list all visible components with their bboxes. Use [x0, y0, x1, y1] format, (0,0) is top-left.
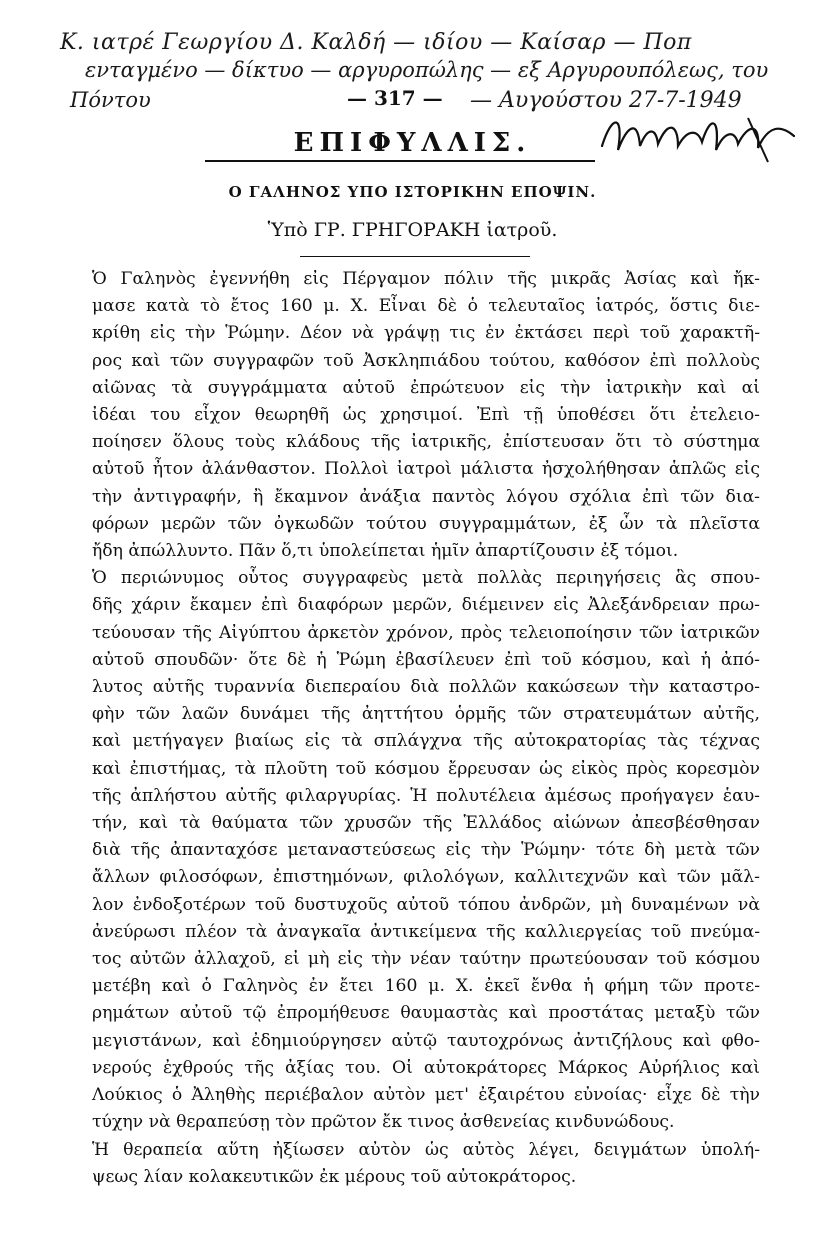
text-line: ρημάτων αὐτοῦ τῷ ἐπρομήθευσε θαυμαστὰς καὶ προστάτας μεταξὺ τῶν — [92, 1003, 760, 1024]
text-line: ποίησεν ὅλους τοὺς κλάδους τῆς ἰατρικῆς, ἐπίστευσαν ὅτι τὸ σύστημα — [92, 432, 760, 453]
page-number: — 317 — — [347, 86, 443, 110]
text-line: αἰῶνας τὰ συγγράμματα αὐτοῦ ἐπρώτευον εἰς τὴν ἰατρικὴν καὶ αἱ — [92, 377, 760, 398]
handwritten-note-line-2: ενταγμένο — δίκτυο — αργυροπώλης — εξ Αργυρουπόλεως, του — [85, 58, 769, 82]
handwritten-note-line-3: Πόντου — [70, 88, 151, 112]
handwritten-note-line-1: Κ. ιατρέ Γεωργίου Δ. Καλδή — ιδίου — Καίσαρ — Ποπ — [60, 30, 692, 55]
text-line: αὐτοῦ σπουδῶν· ὅτε δὲ ἡ Ῥώμη ἐβασίλευεν ἐπὶ τοῦ κόσμου, καὶ ἡ ἀπό- — [92, 649, 760, 670]
text-line: μεγιστάνων, καὶ ἐδημιούργησεν αὐτῷ ταυτοχρόνως ἀντιζήλους καὶ φθο- — [92, 1030, 760, 1051]
byline-rule — [300, 256, 530, 257]
article-title: Ο ΓΑΛΗΝΟΣ ΥΠΟ ΙΣΤΟΡΙΚΗΝ ΕΠΟΨΙΝ. — [228, 183, 597, 201]
text-line: αὐτοῦ ἦτον ἀλάνθαστον. Πολλοὶ ἰατροὶ μάλιστα ἠσχολήθησαν ἁπλῶς εἰς — [92, 459, 760, 480]
section-title: ΕΠΙΦΥΛΛΙΣ. — [293, 128, 532, 158]
title-rule — [205, 160, 595, 162]
text-line: τεύουσαν τῆς Αἰγύπτου ἀρκετὸν χρόνον, πρὸς τελειοποίησιν τῶν ἰατρικῶν — [92, 622, 760, 643]
text-line: λον ἐνδοξοτέρων τοῦ δυστυχοῦς αὐτοῦ τόπου ἀνδρῶν, μὴ δυναμένων νὰ — [92, 894, 760, 915]
text-line: δῆς χάριν ἔκαμεν ἐπὶ διαφόρων μερῶν, διέμεινεν εἰς Ἀλεξάνδρειαν πρω- — [92, 595, 760, 616]
text-line: καὶ ἐπιστήμας, τὰ πλοῦτη τοῦ κόσμου ἔρρευσαν ὡς εἰκὸς πρὸς κορεσμὸν — [92, 758, 760, 779]
text-line: ἀνεύρωσι πλέον τὰ ἀναγκαῖα ἀντικείμενα τῆς καλλιεργείας τοῦ πνεύμα- — [92, 921, 760, 942]
text-line: Ἡ θεραπεία αὕτη ἠξίωσεν αὐτὸν ὡς αὐτὸς λέγει, δειγμάτων ὑπολή- — [92, 1139, 760, 1160]
text-line: Λούκιος ὁ Ἀληθὴς περιέβαλον αὐτὸν μετ' ἐξαιρέτου εὐνοίας· εἶχε δὲ τὴν — [92, 1085, 760, 1106]
text-line: ἰδέαι του εἶχον θεωρηθῆ ὡς χρησιμοί. Ἐπὶ τῇ ὑποθέσει ὅτι ἐτελειο- — [92, 405, 760, 426]
text-line: μασε κατὰ τὸ ἔτος 160 μ. Χ. Εἶναι δὲ ὁ τελευταῖος ἰατρός, ὅστις διε- — [92, 296, 760, 317]
text-line: τὴν ἀντιγραφήν, ἢ ἔκαμνον ἀνάξια παντὸς λόγου σχόλια ἐπὶ τῶν δια- — [92, 486, 760, 507]
text-line: καὶ μετήγαγεν βιαίως εἰς τὰ σπλάγχνα τῆς αὐτοκρατορίας τὰς τέχνας — [92, 731, 760, 752]
text-line: τῆς ἀπλήστου αὐτῆς φιλαργυρίας. Ἡ πολυτέλεια ἀμέσως προήγαγεν ἑαυ- — [92, 785, 760, 806]
text-line: φὴν τῶν λαῶν δυνάμει τῆς ἀηττήτου ὁρμῆς τῶν στρατευμάτων αὐτῆς, — [92, 704, 760, 725]
text-line: φόρων μερῶν τῶν ὀγκωδῶν τούτου συγγραμμάτων, ἐξ ὧν τὰ πλεῖστα — [92, 513, 760, 534]
text-line: ἤδη ἀπώλλυντο. Πᾶν ὅ,τι ὑπολείπεται ἡμῖν ἀπαρτίζουσιν ἐξ τόμοι. — [92, 541, 679, 562]
text-line: λυτος αὐτῆς τυραννία διεπεραίου διὰ πολλῶν κακώσεων τὴν καταστρο- — [92, 677, 760, 698]
text-line: διὰ τῆς ἀπανταχόσε μεταναστεύσεως εἰς τὴν Ῥώμην· τότε δὴ μετὰ τῶν — [92, 840, 760, 861]
text-line: ρος καὶ τῶν συγγραφῶν τοῦ Ἀσκληπιάδου τούτου, καθόσον ἐπὶ πολλοὺς — [92, 350, 760, 371]
text-line: ἄλλων φιλοσόφων, ἐπιστημόνων, φιλολόγων, καλλιτεχνῶν καὶ τῶν μᾶλ- — [92, 867, 760, 888]
text-line: νερούς ἐχθρούς τῆς ἀξίας του. Οἱ αὐτοκράτορες Μάρκος Αὐρήλιος καὶ — [92, 1057, 760, 1078]
handwritten-date: — Αυγούστου 27-7-1949 — [470, 88, 742, 113]
article-body — [92, 266, 760, 1191]
text-line: Ὁ περιώνυμος οὗτος συγγραφεὺς μετὰ πολλὰς περιηγήσεις ἃς σπου- — [92, 568, 760, 589]
text-line: Ὁ Γαληνὸς ἐγεννήθη εἰς Πέργαμον πόλιν τῆς μικρᾶς Ἀσίας καὶ ἤκ- — [92, 269, 760, 289]
text-line: ψεως λίαν κολακευτικῶν ἐκ μέρους τοῦ αὐτοκράτορος. — [92, 1166, 577, 1187]
byline: Ὑπὸ ΓΡ. ΓΡΗΓΟΡΑΚΗ ἰατροῦ. — [267, 219, 558, 241]
text-line: τύχην νὰ θεραπεύσῃ τὸν πρῶτον ἔκ τινος ἀσθενείας κινδυνώδους. — [92, 1112, 675, 1133]
text-line: κρίθη εἰς τὴν Ῥώμην. Δέον νὰ γράψῃ τις ἐν ἐκτάσει περὶ τοῦ χαρακτῆ- — [92, 323, 760, 344]
text-line: μετέβη καὶ ὁ Γαληνὸς ἐν ἔτει 160 μ. Χ. ἐκεῖ ἔνθα ἡ φήμη τῶν προτε- — [92, 976, 760, 997]
text-line: τήν, καὶ τὰ θαύματα τῶν χρυσῶν τῆς Ἑλλάδος αἰώνων ἀπεσβέσθησαν — [92, 813, 760, 834]
text-line: τος αὐτῶν ἀλλαχοῦ, εἰ μὴ εἰς τὴν νέαν ταύτην πρωτεύουσαν τοῦ κόσμου — [92, 949, 760, 970]
